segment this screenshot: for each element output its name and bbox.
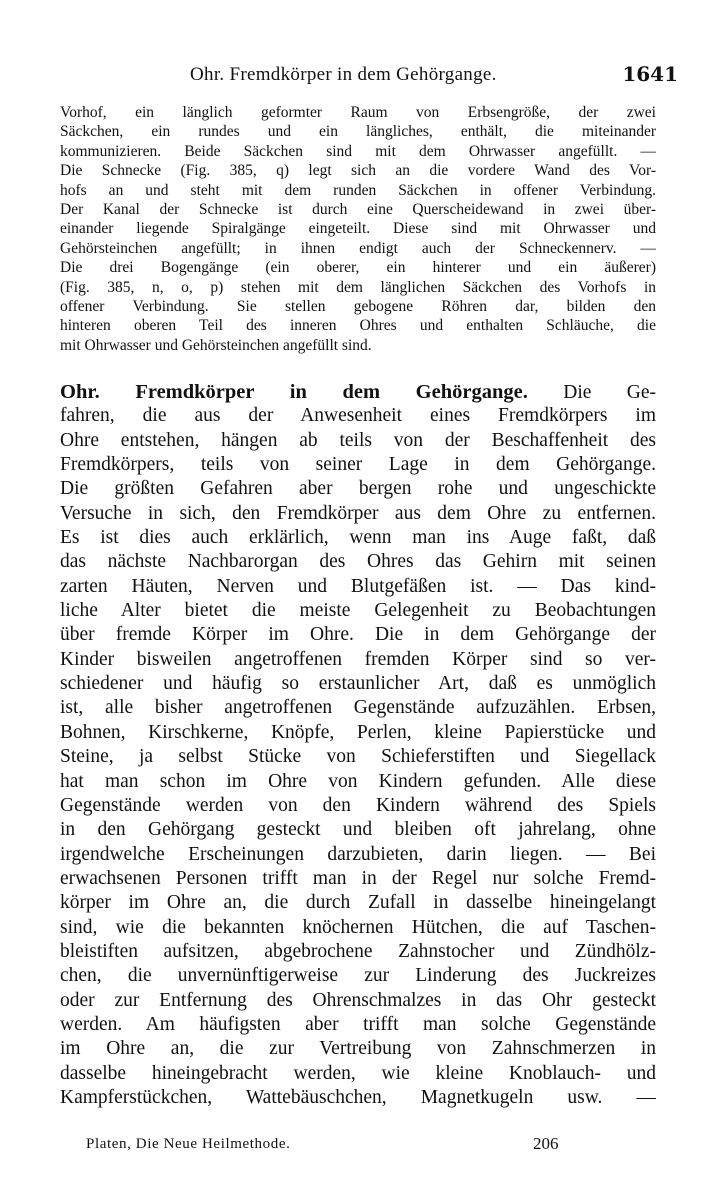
text-line: werden. Am häufigsten aber trifft man solche Gegenstände: [60, 1013, 656, 1035]
text-line: körper im Ohre an, die durch Zufall in dasselbe hineingelangt: [60, 892, 656, 914]
anatomy-paragraph: [60, 103, 656, 355]
text-line: Die größten Gefahren aber bergen rohe und ungeschickte: [60, 478, 656, 500]
text-line: chen, die unvernünftigerweise zur Linderung des Juckreizes: [60, 965, 656, 987]
text-line: Der Kanal der Schnecke ist durch eine Querscheidewand in zwei über-: [60, 200, 656, 218]
text-line: (Fig. 385, n, o, p) stehen mit dem länglichen Säckchen des Vorhofs in: [60, 278, 656, 296]
text-line: Versuche in sich, den Fremdkörper aus dem Ohre zu entfernen.: [60, 502, 656, 524]
text-line: fahren, die aus der Anwesenheit eines Fremdkörpers im: [60, 405, 656, 427]
text-line: Es ist dies auch erklärlich, wenn man ins Auge faßt, daß: [60, 527, 656, 549]
text-line: dasselbe hineingebracht werden, wie kleine Knoblauch- und: [60, 1062, 656, 1084]
page-number: 1641: [622, 62, 678, 86]
article-body: [60, 380, 656, 1110]
text-line: einander liegende Spiralgänge eingeteilt. Diese sind mit Ohrwasser und: [60, 220, 656, 238]
text-line: schiedener und häufig so erstaunlicher Art, daß es unmöglich: [60, 673, 656, 695]
text-line: offener Verbindung. Sie stellen gebogene Röhren dar, bilden den: [60, 297, 656, 315]
text-line: sind, wie die bekannten knöchernen Hütchen, die auf Taschen-: [60, 916, 656, 938]
running-header: [0, 62, 718, 92]
text-line: hat man schon im Ohre von Kindern gefunden. Alle diese: [60, 770, 656, 792]
page-footer: [0, 1132, 718, 1158]
text-line: kommunizieren. Beide Säckchen sind mit dem Ohrwasser angefüllt. —: [60, 142, 656, 160]
section-heading: Ohr. Fremdkörper in dem Gehörgange.: [60, 381, 528, 403]
text-line: in den Gehörgang gesteckt und bleiben oft jahrelang, ohne: [60, 819, 656, 841]
text-line: Fremdkörpers, teils von seiner Lage in dem Gehörgange.: [60, 454, 656, 476]
text-line: irgendwelche Erscheinungen darzubieten, darin liegen. — Bei: [60, 843, 656, 865]
text-line: das nächste Nachbarorgan des Ohres das Gehirn mit seinen: [60, 551, 656, 573]
text-line: hinteren oberen Teil des inneren Ohres und enthalten Schläuche, die: [60, 317, 656, 335]
text-line: ist, alle bisher angetroffenen Gegenstände aufzuzählen. Erbsen,: [60, 697, 656, 719]
text-line: Säckchen, ein rundes und ein längliches, enthält, die miteinander: [60, 123, 656, 141]
text-line: erwachsenen Personen trifft man in der Regel nur solche Fremd-: [60, 867, 656, 889]
text-line: Steine, ja selbst Stücke von Schieferstiften und Siegellack: [60, 746, 656, 768]
text-line: Kampferstückchen, Wattebäuschchen, Magnetkugeln usw. —: [60, 1086, 656, 1108]
text-line: oder zur Entfernung des Ohrenschmalzes in das Ohr gesteckt: [60, 989, 656, 1011]
text-line: mit Ohrwasser und Gehörsteinchen angefüllt sind.: [60, 336, 372, 354]
text-line: hofs an und steht mit dem runden Säckchen in offener Verbindung.: [60, 181, 656, 199]
text-line: liche Alter bietet die meiste Gelegenheit zu Beobachtungen: [60, 600, 656, 622]
text-line: Bohnen, Kirschkerne, Knöpfe, Perlen, kleine Papierstücke und: [60, 721, 656, 743]
text-line: über fremde Körper im Ohre. Die in dem Gehörgange der: [60, 624, 656, 646]
text-line: Gegenstände werden von den Kindern während des Spiels: [60, 794, 656, 816]
text-line: bleistiften aufsitzen, abgebrochene Zahnstocher und Zündhölz-: [60, 940, 656, 962]
heading-line: [60, 380, 656, 404]
text-line: zarten Häuten, Nerven und Blutgefäßen ist. — Das kind-: [60, 575, 656, 597]
book-source-line: Platen, Die Neue Heilmethode.: [86, 1136, 291, 1152]
text-line: Vorhof, ein länglich geformter Raum von Erbsengröße, der zwei: [60, 104, 656, 121]
text-line: Gehörsteinchen angefüllt; in ihnen endigt auch der Schneckennerv. —: [60, 239, 656, 257]
text-line: Die drei Bogengänge (ein oberer, ein hinterer und ein äußerer): [60, 259, 656, 277]
signature-number: 206: [533, 1134, 559, 1153]
text-line: Die Schnecke (Fig. 385, q) legt sich an die vordere Wand des Vor-: [60, 162, 656, 180]
text-line: Kinder bisweilen angetroffenen fremden Körper sind so ver-: [60, 648, 656, 670]
running-title: Ohr. Fremdkörper in dem Gehörgange.: [190, 64, 497, 85]
heading-line-text: Die Ge-: [563, 382, 656, 403]
text-line: Ohre entstehen, hängen ab teils von der Beschaffenheit des: [60, 429, 656, 451]
text-line: im Ohre an, die zur Vertreibung von Zahnschmerzen in: [60, 1038, 656, 1060]
